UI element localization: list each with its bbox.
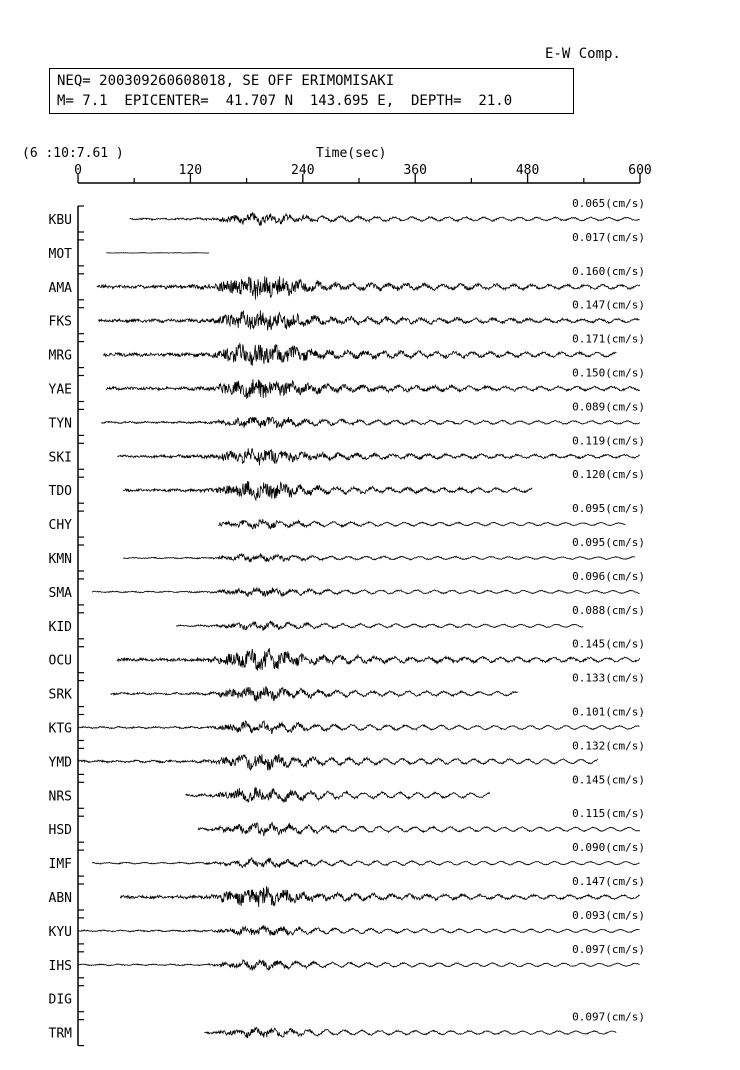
waveform-trace: [130, 213, 640, 226]
amplitude-label: 0.171(cm/s): [572, 332, 645, 346]
station-label: KYU: [48, 924, 72, 940]
station-label: IHS: [48, 958, 72, 974]
waveform-trace: [186, 787, 490, 802]
component-label: E-W Comp.: [545, 46, 621, 62]
time-axis-tick-label: 240: [291, 163, 315, 178]
waveform-trace: [78, 721, 640, 734]
station-label: MRG: [48, 348, 72, 364]
time-axis-tick-label: 0: [74, 163, 82, 178]
station-label: CHY: [48, 518, 72, 534]
amplitude-label: 0.120(cm/s): [572, 468, 645, 482]
station-label: NRS: [48, 789, 72, 805]
amplitude-label: 0.145(cm/s): [572, 637, 645, 651]
station-label: KTG: [48, 721, 72, 737]
waveform-trace: [117, 648, 639, 671]
station-label: TDO: [48, 484, 72, 500]
station-label: IMF: [48, 857, 72, 873]
amplitude-label: 0.150(cm/s): [572, 366, 645, 380]
waveform-trace: [176, 621, 583, 630]
waveform-trace: [97, 276, 640, 299]
amplitude-label: 0.096(cm/s): [572, 569, 645, 583]
station-label: MOT: [48, 246, 72, 262]
amplitude-label: 0.132(cm/s): [572, 739, 645, 753]
x-axis-title: Time(sec): [316, 146, 387, 161]
station-label: HSD: [48, 823, 72, 839]
amplitude-label: 0.093(cm/s): [572, 908, 645, 922]
waveform-trace: [123, 554, 635, 562]
waveform-trace: [123, 481, 532, 500]
station-label: SKI: [48, 450, 72, 466]
amplitude-label: 0.145(cm/s): [572, 773, 645, 787]
event-id-line: NEQ= 200309260608018, SE OFF ERIMOMISAKI: [57, 73, 395, 89]
waveform-trace: [204, 1027, 616, 1037]
waveform-trace: [99, 310, 640, 330]
waveform-trace: [120, 886, 640, 907]
station-label: SRK: [48, 687, 72, 703]
amplitude-label: 0.017(cm/s): [572, 230, 645, 244]
amplitude-label: 0.065(cm/s): [572, 197, 645, 210]
time-axis-tick-label: 480: [515, 163, 540, 178]
amplitude-label: 0.147(cm/s): [572, 298, 645, 312]
station-label: SMA: [48, 585, 72, 601]
station-label: TRM: [48, 1026, 72, 1042]
amplitude-label: 0.097(cm/s): [572, 1010, 645, 1024]
time-axis-tick-label: 600: [628, 163, 652, 178]
time-axis-tick-label: 120: [178, 163, 203, 178]
waveform-trace: [78, 754, 598, 770]
waveform-trace: [92, 858, 640, 868]
waveform-trace: [78, 960, 640, 970]
start-time-label: (6 :10:7.61 ): [22, 146, 124, 161]
event-params-line: M= 7.1 EPICENTER= 41.707 N 143.695 E, DEPTH= 21.0: [57, 93, 513, 109]
waveform-trace: [103, 344, 616, 366]
time-axis-tick-label: 360: [403, 163, 427, 178]
waveform-trace: [198, 822, 640, 836]
amplitude-label: 0.089(cm/s): [572, 400, 645, 414]
waveform-trace: [92, 588, 640, 597]
station-label: KID: [48, 619, 72, 635]
waveform-trace: [111, 687, 518, 702]
amplitude-label: 0.160(cm/s): [572, 264, 645, 278]
station-label: YAE: [48, 382, 72, 398]
waveform-trace: [117, 448, 639, 465]
amplitude-label: 0.095(cm/s): [572, 536, 645, 549]
station-label: OCU: [48, 653, 72, 669]
amplitude-label: 0.090(cm/s): [572, 841, 645, 855]
station-label: KBU: [48, 213, 72, 228]
station-label: FKS: [48, 314, 72, 330]
amplitude-label: 0.115(cm/s): [572, 807, 645, 821]
amplitude-label: 0.133(cm/s): [572, 671, 645, 685]
waveform-trace: [101, 417, 639, 428]
amplitude-label: 0.088(cm/s): [572, 603, 645, 617]
station-label: DIG: [48, 992, 72, 1008]
amplitude-label: 0.101(cm/s): [572, 705, 645, 719]
station-label: YMD: [48, 755, 72, 771]
amplitude-label: 0.147(cm/s): [572, 875, 645, 888]
waveform-trace: [219, 519, 626, 529]
amplitude-label: 0.097(cm/s): [572, 942, 645, 956]
station-label: ABN: [48, 891, 72, 906]
amplitude-label: 0.119(cm/s): [572, 434, 645, 448]
waveform-trace: [106, 379, 640, 399]
amplitude-label: 0.095(cm/s): [572, 502, 645, 516]
station-label: KMN: [48, 552, 72, 567]
waveform-trace: [78, 925, 640, 935]
station-label: TYN: [48, 416, 72, 432]
station-label: AMA: [48, 280, 72, 296]
waveform-trace: [106, 253, 209, 254]
